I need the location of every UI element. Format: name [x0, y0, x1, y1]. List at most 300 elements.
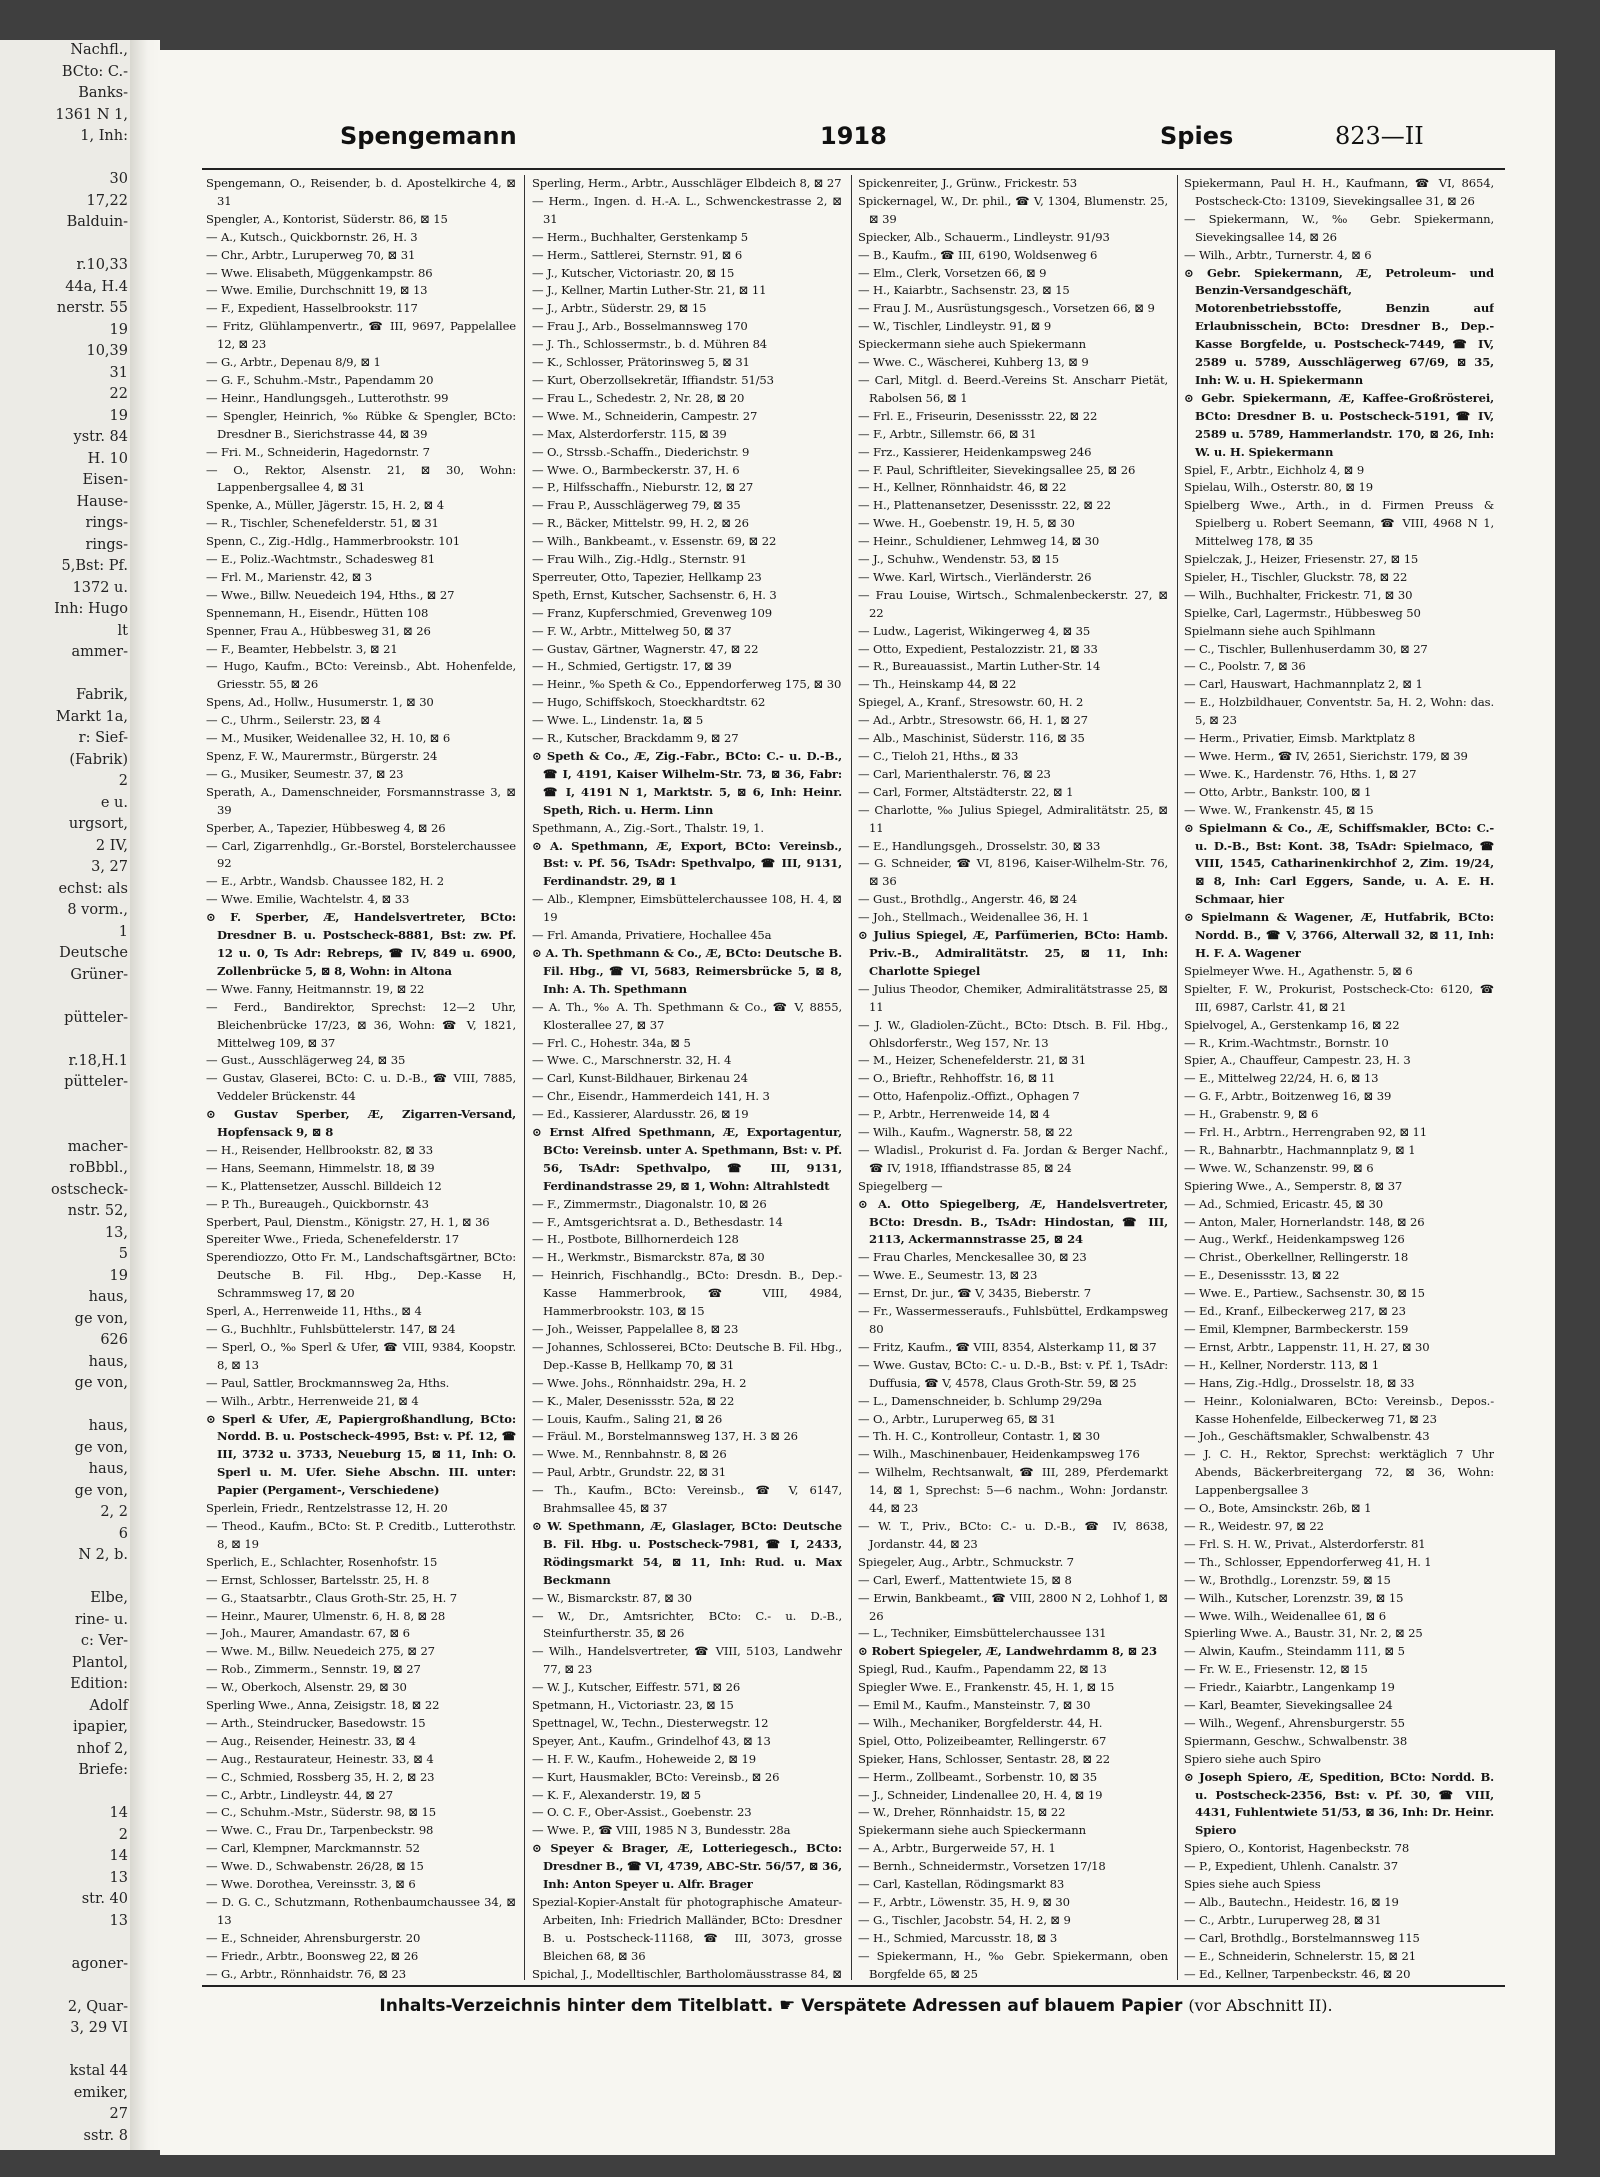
footer-notice [206, 1995, 1506, 2016]
left-page-fragment: r: Sief- [78, 730, 128, 746]
directory-entry: — Wilh., Bankbeamt., v. Essenstr. 69, ⊠ 22 [532, 534, 777, 549]
directory-entry: — Wwe. O., Barmbeckerstr. 37, H. 6 [532, 462, 740, 477]
directory-entry: — O., Arbtr., Luruperweg 65, ⊠ 31 [858, 1411, 1056, 1426]
directory-entry: — R., Bäcker, Mittelstr. 99, H. 2, ⊠ 26 [532, 516, 749, 531]
directory-entry: — Ferd., Bandirektor, Sprechst: 12—2 Uhr, Bleichenbrücke 17/23, ⊠ 36, Wohn: ☎ V, 1821, Mittelweg 109, ⊠ 37 [206, 999, 516, 1050]
directory-entry: — L., Techniker, Eimsbüttelerchaussee 131 [858, 1626, 1107, 1641]
firm-entry: ⊙ A. Th. Spethmann & Co., Æ, BCto: Deutsche B. Fil. Hbg., ☎ VI, 5683, Reimersbrücke 5, ⊠ 8, Inh: A. Th. Spethmann [532, 945, 842, 999]
directory-entry: Spiegel, A., Kranf., Stresowstr. 60, H. 2 [858, 695, 1084, 710]
left-page-fragment: urgsort, [68, 816, 128, 832]
directory-entry: Spengler, A., Kontorist, Süderstr. 86, ⊠ 15 [206, 211, 448, 226]
left-page-fragment: (Fabrik) [69, 751, 128, 768]
directory-entry: — P., Expedient, Uhlenh. Canalstr. 37 [1184, 1859, 1398, 1874]
directory-entry: — J., Schneider, Lindenallee 20, H. 4, ⊠ 19 [858, 1787, 1103, 1802]
left-page-fragment [0, 1932, 130, 1954]
directory-entry: — Wwe. M., Rennbahnstr. 8, ⊠ 26 [532, 1447, 727, 1462]
left-page-fragment: Deutsche [59, 945, 128, 961]
directory-entry: — L., Damenschneider, b. Schlump 29/29a [858, 1393, 1102, 1408]
column-3 [858, 175, 1168, 1980]
left-page-fragment: r.18,H.1 [68, 1052, 128, 1069]
directory-entry: — H., Schmied, Gertigstr. 17, ⊠ 39 [532, 659, 732, 674]
directory-entry: — E., Desenissstr. 13, ⊠ 22 [1184, 1268, 1340, 1283]
directory-entry: — K., Maler, Desenissstr. 52a, ⊠ 22 [532, 1393, 735, 1408]
directory-entry: — Ed., Kassierer, Alardusstr. 26, ⊠ 19 [532, 1107, 749, 1122]
directory-entry: — Wwe. Wilh., Weidenallee 61, ⊠ 6 [1184, 1608, 1386, 1623]
directory-entry: — Th., Kaufm., BCto: Vereinsb., ☎ V, 6147, Brahmsallee 45, ⊠ 37 [532, 1483, 842, 1516]
directory-entry: — Frl. C., Hohestr. 34a, ⊠ 5 [532, 1035, 691, 1050]
directory-entry: Spiegeler, Aug., Arbtr., Schmuckstr. 7 [858, 1554, 1074, 1569]
directory-entry: — E., Schneiderin, Schnelerstr. 15, ⊠ 21 [1184, 1948, 1416, 1963]
directory-entry: Spiero siehe auch Spiro [1184, 1751, 1321, 1766]
left-page-fragment: 2, 2 [100, 1504, 128, 1520]
directory-entry: — Carl, Former, Altstädterstr. 22, ⊠ 1 [858, 784, 1074, 799]
directory-entry: — F. W., Arbtr., Mittelweg 50, ⊠ 37 [532, 623, 732, 638]
directory-entry: Spielmeyer Wwe. H., Agathenstr. 5, ⊠ 6 [1184, 963, 1413, 978]
directory-entry: Spieler, H., Tischler, Gluckstr. 78, ⊠ 22 [1184, 569, 1408, 584]
left-page-fragment: 19 [109, 321, 128, 338]
pointing-hand-icon: ☛ [779, 1995, 796, 2016]
directory-entry: — P., Arbtr., Herrenweide 14, ⊠ 4 [858, 1107, 1050, 1122]
left-page-fragment [0, 1395, 130, 1417]
directory-entry: — C., Arbtr., Lindleystr. 44, ⊠ 27 [206, 1787, 393, 1802]
directory-entry: — K. F., Alexanderstr. 19, ⊠ 5 [532, 1787, 701, 1802]
directory-entry: — Carl, Hauswart, Hachmannplatz 2, ⊠ 1 [1184, 677, 1423, 692]
directory-entry: — Louis, Kaufm., Saling 21, ⊠ 26 [532, 1411, 723, 1426]
left-page-fragment: 3, 29 VI [70, 2020, 128, 2036]
directory-entry: — H., Werkmstr., Bismarckstr. 87a, ⊠ 30 [532, 1250, 765, 1265]
directory-entry: — Wwe. H., Goebenstr. 19, H. 5, ⊠ 30 [858, 516, 1075, 531]
directory-entry: — Chr., Eisendr., Hammerdeich 141, H. 3 [532, 1089, 770, 1104]
directory-entry: — W., Brothdlg., Lorenzstr. 59, ⊠ 15 [1184, 1572, 1391, 1587]
directory-entry: — E., Arbtr., Wandsb. Chaussee 182, H. 2 [206, 874, 444, 889]
directory-entry: — Otto, Arbtr., Bankstr. 100, ⊠ 1 [1184, 784, 1372, 799]
directory-entry: — G., Arbtr., Rönnhaidstr. 76, ⊠ 23 [206, 1966, 406, 1980]
left-page-fragment: 10,39 [86, 343, 128, 359]
directory-entry: — O. C. F., Ober-Assist., Goebenstr. 23 [532, 1805, 752, 1820]
directory-entry: Spiekermann, Paul H. H., Kaufmann, ☎ VI, 8654, Postscheck-Cto: 13109, Sievekingsallee 31, ⊠ 26 [1184, 176, 1494, 208]
directory-entry: — H., Reisender, Hellbrookstr. 82, ⊠ 33 [206, 1142, 433, 1157]
directory-entry: — G., Musiker, Seumestr. 37, ⊠ 23 [206, 766, 404, 781]
left-page-fragment [0, 1029, 130, 1051]
directory-entry: — Aug., Werkf., Heidenkampsweg 126 [1184, 1232, 1405, 1247]
directory-entry: — Frau Wilh., Zig.-Hdlg., Sternstr. 91 [532, 552, 747, 567]
left-page-fragment: haus, [88, 1353, 128, 1370]
left-page-fragment: 626 [100, 1332, 128, 1348]
directory-entry: — Frau Charles, Menckesallee 30, ⊠ 23 [858, 1250, 1087, 1265]
directory-entry: — Arth., Steindrucker, Basedowstr. 15 [206, 1715, 426, 1730]
left-page-fragment: rine- u. [75, 1611, 128, 1628]
directory-entry: — Wilh., Kaufm., Wagnerstr. 58, ⊠ 22 [858, 1125, 1073, 1140]
directory-entry: — Johannes, Schlosserei, BCto: Deutsche B. Fil. Hbg., Dep.-Kasse B, Hellkamp 70, ⊠ 31 [532, 1339, 842, 1372]
directory-entry: Sperber, A., Tapezier, Hübbesweg 4, ⊠ 26 [206, 820, 446, 835]
left-page-fragment: Grüner- [70, 966, 128, 983]
left-page-fragment: 8 vorm., [67, 902, 128, 918]
directory-entry: — J., Kellner, Martin Luther-Str. 21, ⊠ 11 [532, 283, 767, 298]
directory-entry: — R., Bahnarbtr., Hachmannplatz 9, ⊠ 1 [1184, 1142, 1416, 1157]
directory-entry: — G. Schneider, ☎ VI, 8196, Kaiser-Wilhelm-Str. 76, ⊠ 36 [858, 856, 1168, 889]
directory-entry: Spieker, Hans, Schlosser, Sentastr. 28, ⊠ 22 [858, 1751, 1111, 1766]
directory-entry: — Alb., Maschinist, Süderstr. 116, ⊠ 35 [858, 731, 1085, 746]
directory-entry: — W., Dr., Amtsrichter, BCto: C.- u. D.-B., Steinfurtherstr. 35, ⊠ 26 [532, 1608, 842, 1641]
directory-entry: — Ad., Arbtr., Stresowstr. 66, H. 1, ⊠ 27 [858, 713, 1088, 728]
directory-entry: — Joh., Weisser, Pappelallee 8, ⊠ 23 [532, 1322, 739, 1336]
directory-entry: — W. J., Kutscher, Eiffestr. 571, ⊠ 26 [532, 1680, 741, 1695]
directory-entry: — Wilh., Arbtr., Turnerstr. 4, ⊠ 6 [1184, 247, 1372, 262]
directory-entry: — Carl, Zigarrenhdlg., Gr.-Borstel, Borstelerchaussee 92 [206, 838, 516, 871]
left-page-fragment: 13 [109, 1869, 128, 1886]
left-page-fragment: 30 [109, 171, 128, 187]
directory-entry: — K., Schlosser, Prätorinsweg 5, ⊠ 31 [532, 355, 750, 370]
directory-entry: — H., Schmied, Marcusstr. 18, ⊠ 3 [858, 1930, 1058, 1945]
directory-entry: — R., Kutscher, Brackdamm 9, ⊠ 27 [532, 731, 739, 746]
directory-entry: — Spiekermann, H., ‰ Gebr. Spiekermann, oben Borgfelde 65, ⊠ 25 [858, 1948, 1168, 1980]
left-page-fragment: rings- [85, 536, 128, 553]
directory-entry: — Wwe. Gustav, BCto: C.- u. D.-B., Bst: v. Pf. 1, TsAdr: Duffusia, ☎ V, 4578, Claus Groth-Str. 59, ⊠ 25 [858, 1357, 1168, 1390]
directory-entry: — R., Tischler, Schenefelderstr. 51, ⊠ 31 [206, 516, 439, 531]
left-page-fragment: 1 [118, 923, 128, 940]
directory-entry: — Ad., Schmied, Ericastr. 45, ⊠ 30 [1184, 1196, 1383, 1211]
directory-entry: — Herm., Privatier, Eimsb. Marktplatz 8 [1184, 731, 1416, 746]
directory-entry: — J. C. H., Rektor, Sprechst: werktäglich 7 Uhr Abends, Bäckerbreitergang 72, ⊠ 36, Wohn: Lappenbergsallee 3 [1184, 1447, 1494, 1498]
directory-entry: — C., Schmied, Rossberg 35, H. 2, ⊠ 23 [206, 1769, 435, 1784]
left-page-fragment: ge von, [74, 1375, 128, 1391]
directory-entry: — C., Schuhm.-Mstr., Süderstr. 98, ⊠ 15 [206, 1805, 436, 1820]
column-1 [206, 175, 516, 1980]
directory-entry: Spenke, A., Müller, Jägerstr. 15, H. 2, ⊠ 4 [206, 498, 444, 513]
directory-entry: — Wwe. C., Frau Dr., Tarpenbeckstr. 98 [206, 1823, 434, 1838]
directory-entry: — F., Expedient, Hasselbrookstr. 117 [206, 301, 418, 316]
left-page-fragment: 22 [109, 386, 128, 402]
left-page-fragment: haus, [88, 1289, 128, 1305]
directory-entry: Spielvogel, A., Gerstenkamp 16, ⊠ 22 [1184, 1017, 1400, 1032]
directory-entry: — Wwe. D., Schwabenstr. 26/28, ⊠ 15 [206, 1859, 424, 1874]
directory-entry: — H., Kellner, Rönnhaidstr. 46, ⊠ 22 [858, 480, 1067, 495]
directory-entry: — W., Oberkoch, Alsenstr. 29, ⊠ 30 [206, 1680, 407, 1695]
directory-entry: — W., Bismarckstr. 87, ⊠ 30 [532, 1590, 692, 1605]
left-page-fragment: 6 [118, 1525, 128, 1542]
directory-entry: — Wilh., Buchhalter, Frickestr. 71, ⊠ 30 [1184, 587, 1413, 602]
left-page-fragment [0, 664, 130, 686]
left-page-fragment: 13, [104, 1224, 128, 1241]
page-gutter [130, 40, 160, 2150]
directory-entry: — J., Schuhw., Wendenstr. 53, ⊠ 15 [858, 552, 1059, 567]
left-page-fragment: 44a, H.4 [65, 278, 128, 295]
directory-entry: — Hans, Seemann, Himmelstr. 18, ⊠ 39 [206, 1160, 435, 1175]
directory-entry: — H., Grabenstr. 9, ⊠ 6 [1184, 1107, 1319, 1122]
directory-entry: — Friedr., Kaiarbtr., Langenkamp 19 [1184, 1680, 1395, 1695]
directory-entry: — Kurt, Hausmakler, BCto: Vereinsb., ⊠ 26 [532, 1769, 780, 1784]
directory-entry: — Alb., Klempner, Eimsbüttelerchaussee 108, H. 4, ⊠ 19 [532, 892, 842, 925]
directory-entry: — Fr. W. E., Friesenstr. 12, ⊠ 15 [1184, 1662, 1368, 1677]
left-page-fragment: pütteler- [64, 1009, 128, 1026]
directory-entry: — F., Beamter, Hebbelstr. 3, ⊠ 21 [206, 641, 398, 656]
directory-entry: Spettnagel, W., Techn., Diesterwegstr. 12 [532, 1715, 769, 1730]
directory-entry: — Wwe. Karl, Wirtsch., Vierländerstr. 26 [858, 569, 1092, 584]
directory-entry: — Th. H. C., Kontrolleur, Contastr. 1, ⊠ 30 [858, 1429, 1100, 1444]
directory-entry: Sperlich, E., Schlachter, Rosenhofstr. 15 [206, 1554, 438, 1569]
directory-entry: — Wilh., Kutscher, Lorenzstr. 39, ⊠ 15 [1184, 1590, 1404, 1605]
directory-entry: — Wwe. C., Marschnerstr. 32, H. 4 [532, 1053, 732, 1068]
directory-entry: — Kurt, Oberzollsekretär, Iffiandstr. 51/53 [532, 372, 774, 387]
directory-entry: — Wilh., Mechaniker, Borgfelderstr. 44, H. [858, 1715, 1103, 1730]
header-rule [202, 168, 1505, 170]
directory-entry: — Herm., Zollbeamt., Sorbenstr. 10, ⊠ 35 [858, 1769, 1097, 1784]
directory-entry: — Elm., Clerk, Vorsetzen 66, ⊠ 9 [858, 265, 1047, 280]
left-page-fragment: haus, [88, 1418, 128, 1434]
directory-entry: — Wwe. M., Billw. Neuedeich 275, ⊠ 27 [206, 1644, 435, 1659]
directory-entry: Spickenreiter, J., Grünw., Frickestr. 53 [858, 176, 1078, 190]
directory-entry: — E., Handlungsgeh., Drosselstr. 30, ⊠ 33 [858, 838, 1101, 853]
directory-entry: — Frl. S. H. W., Privat., Alsterdorferstr. 81 [1184, 1536, 1426, 1551]
column-divider [1177, 175, 1178, 1980]
left-page-fragment: ge von, [74, 1310, 128, 1327]
directory-entry: — Wwe. W., Schanzenstr. 99, ⊠ 6 [1184, 1160, 1374, 1175]
left-page-fragment [0, 2147, 130, 2150]
directory-entry: — O., Bote, Amsinckstr. 26b, ⊠ 1 [1184, 1501, 1372, 1516]
directory-entry: — Carl, Mitgl. d. Beerd.-Vereins St. Anscharr Pietät, Rabolsen 56, ⊠ 1 [858, 372, 1168, 405]
directory-entry: Spielberg Wwe., Arth., in d. Firmen Preuss & Spielberg u. Robert Seemann, ☎ VIII, 4968 N 1, Mittelweg 178, ⊠ 35 [1184, 498, 1494, 549]
directory-entry: — Joh., Stellmach., Weidenallee 36, H. 1 [858, 910, 1090, 925]
directory-entry: — Joh., Maurer, Amandastr. 67, ⊠ 6 [206, 1626, 410, 1641]
firm-entry: ⊙ Joseph Spiero, Æ, Spedition, BCto: Nordd. B. u. Postscheck-2356, Bst: v. Pf. 30, ☎ VIII, 4431, Fuhlentwiete 51/53, ⊠ 36, Inh: Dr. Heinr. Spiero [1184, 1769, 1494, 1841]
firm-entry: ⊙ Gustav Sperber, Æ, Zigarren-Versand, Hopfensack 9, ⊠ 8 [206, 1106, 516, 1142]
directory-entry: Spiekermann siehe auch Spieckermann [858, 1823, 1086, 1838]
directory-entry: — Fr., Wassermesseraufs., Fuhlsbüttel, Erdkampsweg 80 [858, 1304, 1168, 1336]
directory-entry: Spereiter Wwe., Frieda, Schenefelderstr. 17 [206, 1232, 460, 1247]
directory-entry: Spichal, J., Modelltischler, Bartholomäusstrasse 84, ⊠ [532, 1966, 842, 1980]
directory-entry: — Rob., Zimmerm., Sennstr. 19, ⊠ 27 [206, 1662, 421, 1677]
directory-entry: — E., Poliz.-Wachtmstr., Schadesweg 81 [206, 552, 435, 567]
directory-entry: — Emil, Klempner, Barmbeckerstr. 159 [1184, 1322, 1409, 1336]
directory-entry: — Otto, Expedient, Pestalozzistr. 21, ⊠ 33 [858, 641, 1098, 656]
left-page-fragment: sstr. 8 [83, 2127, 128, 2144]
directory-entry: — Wwe. K., Hardenstr. 76, Hths. 1, ⊠ 27 [1184, 766, 1417, 781]
directory-entry: Sperath, A., Damenschneider, Forsmannstrasse 3, ⊠ 39 [206, 784, 516, 817]
directory-entry: Spiermann, Geschw., Schwalbenstr. 38 [1184, 1733, 1408, 1748]
directory-entry: — Wwe. M., Schneiderin, Campestr. 27 [532, 408, 758, 423]
left-page-fragment: rings- [85, 515, 128, 531]
column-container [206, 175, 1494, 1980]
left-page-fragment: 19 [109, 1267, 128, 1284]
directory-entry: Spielau, Wilh., Osterstr. 80, ⊠ 19 [1184, 480, 1373, 495]
header-first-entry: Spengemann [340, 122, 517, 150]
directory-entry: — J. Th., Schlossermstr., b. d. Mühren 84 [532, 337, 768, 352]
left-page-fragment: 2 IV, [95, 837, 128, 854]
directory-entry: — H., Kellner, Norderstr. 113, ⊠ 1 [1184, 1357, 1379, 1372]
left-page-fragment: macher- [67, 1138, 128, 1155]
directory-entry: — Alwin, Kaufm., Steindamm 111, ⊠ 5 [1184, 1644, 1405, 1659]
firm-entry: ⊙ A. Otto Spiegelberg, Æ, Handelsvertreter, BCto: Dresdn. B., TsAdr: Hindostan, ☎ III, 2113, Ackermannstrasse 25, ⊠ 24 [858, 1196, 1168, 1250]
directory-entry: — K., Plattensetzer, Ausschl. Billdeich 12 [206, 1178, 442, 1193]
firm-entry: ⊙ Sperl & Ufer, Æ, Papiergroßhandlung, BCto: Nordd. B. u. Postscheck-4995, Bst: v. Pf. 12, ☎ III, 3732 u. 3733, Neueburg 15, ⊠ 11, Inh: O. Sperl u. M. Ufer. Siehe Abschn. III. unter: Papier (Pergament-, Verschiedene) [206, 1411, 516, 1501]
column-2 [532, 175, 842, 1980]
directory-entry: — P., Hilfsschaffn., Nieburstr. 12, ⊠ 27 [532, 480, 754, 495]
header-last-entry: Spies [1160, 122, 1234, 150]
directory-entry: — Wladisl., Prokurist d. Fa. Jordan & Berger Nachf., ☎ IV, 1918, Iffiandstrasse 85, ⊠ 24 [858, 1142, 1168, 1175]
left-page-fragment: 1, Inh: [80, 128, 128, 144]
directory-entry: — F., Amtsgerichtsrat a. D., Bethesdastr. 14 [532, 1214, 783, 1229]
directory-entry: — R., Bureauassist., Martin Luther-Str. 14 [858, 659, 1101, 674]
left-page-fragment: 2 [118, 773, 128, 789]
directory-entry: Spies siehe auch Spiess [1184, 1877, 1321, 1892]
firm-entry: ⊙ Ernst Alfred Spethmann, Æ, Exportagentur, BCto: Vereinsb. unter A. Spethmann, Bst: v. Pf. 56, TsAdr: Spethvalpo, ☎ III, 9131, Ferdinandstrasse 29, ⊠ 1, Wohn: Altrahlstedt [532, 1124, 842, 1196]
directory-entry: — Wwe. Herm., ☎ IV, 2651, Sierichstr. 179, ⊠ 39 [1184, 749, 1468, 763]
left-page-fragment: Inh: Hugo [54, 601, 128, 617]
left-page-fragment: Adolf [89, 1697, 128, 1714]
directory-entry: — Wwe. E., Partiew., Sachsenstr. 30, ⊠ 15 [1184, 1286, 1425, 1301]
directory-entry: Spenz, F. W., Maurermstr., Bürgerstr. 24 [206, 749, 438, 763]
left-page-fragment [0, 1975, 130, 1997]
directory-entry: Sperreuter, Otto, Tapezier, Hellkamp 23 [532, 569, 762, 584]
directory-entry: Sperlein, Friedr., Rentzelstrasse 12, H. 20 [206, 1501, 448, 1516]
firm-entry: ⊙ Speth & Co., Æ, Zig.-Fabr., BCto: C.- u. D.-B., ☎ I, 4191, Kaiser Wilhelm-Str. 73, ⊠ 36, Fabr: ☎ I, 4191 N 1, Marktstr. 5, ⊠ 6, Inh: Heinr. Speth, Rich. u. Herm. Linn [532, 748, 842, 820]
directory-entry: — Otto, Hafenpoliz.-Offizt., Ophagen 7 [858, 1089, 1080, 1104]
directory-entry: — C., Tischler, Bullenhuserdamm 30, ⊠ 27 [1184, 641, 1428, 656]
directory-entry: Sperl, A., Herrenweide 11, Hths., ⊠ 4 [206, 1304, 422, 1319]
directory-entry: — Carl, Brothdlg., Borstelmannsweg 115 [1184, 1930, 1420, 1945]
directory-entry: — H. F. W., Kaufm., Hoheweide 2, ⊠ 19 [532, 1751, 756, 1766]
left-page-fragment: agoner- [71, 1955, 128, 1972]
directory-entry: — Frau P., Ausschlägerweg 79, ⊠ 35 [532, 498, 741, 513]
left-page-fragment: kstal 44 [69, 2063, 128, 2079]
directory-page [160, 50, 1555, 2155]
directory-entry: — Julius Theodor, Chemiker, Admiralitätstrasse 25, ⊠ 11 [858, 981, 1168, 1014]
directory-entry: — Hugo, Kaufm., BCto: Vereinsb., Abt. Hohenfelde, Griesstr. 55, ⊠ 26 [206, 659, 516, 692]
directory-entry: — Wwe. Dorothea, Vereinsstr. 3, ⊠ 6 [206, 1877, 416, 1892]
directory-entry: — Frl. Amanda, Privatiere, Hochallee 45a [532, 928, 772, 943]
directory-entry: — Ed., Kranf., Eilbeckerweg 217, ⊠ 23 [1184, 1304, 1406, 1319]
directory-entry: Spennemann, H., Eisendr., Hütten 108 [206, 605, 429, 620]
directory-entry: — E., Schneider, Ahrensburgerstr. 20 [206, 1930, 421, 1945]
left-page-fragment: 14 [109, 1805, 128, 1821]
directory-entry: — Hans, Zig.-Hdlg., Drosselstr. 18, ⊠ 33 [1184, 1375, 1415, 1390]
left-page-fragment: Hause- [76, 493, 128, 510]
header-year: 1918 [820, 122, 887, 150]
directory-entry: — H., Postbote, Billhornerdeich 128 [532, 1232, 739, 1247]
directory-entry: — Wwe. C., Wäscherei, Kuhberg 13, ⊠ 9 [858, 355, 1089, 370]
directory-entry: — Anton, Maler, Hornerlandstr. 148, ⊠ 26 [1184, 1214, 1425, 1229]
firm-entry: ⊙ Speyer & Brager, Æ, Lotteriegesch., BCto: Dresdner B., ☎ VI, 4739, ABC-Str. 56/57, ⊠ 36, Inh: Anton Speyer u. Alfr. Brager [532, 1840, 842, 1894]
directory-entry: — Wwe. L., Lindenstr. 1a, ⊠ 5 [532, 713, 704, 728]
directory-entry: — F. Paul, Schriftleiter, Sievekingsallee 25, ⊠ 26 [858, 462, 1136, 477]
left-page-fragment: Banks- [78, 85, 128, 101]
directory-entry: — Frau J., Arb., Bosselmannsweg 170 [532, 319, 748, 334]
directory-entry: — Fritz, Glühlampenvertr., ☎ III, 9697, Pappelallee 12, ⊠ 23 [206, 319, 516, 352]
directory-entry: Sperling Wwe., Anna, Zeisigstr. 18, ⊠ 22 [206, 1698, 440, 1713]
left-page-fragment: Fabrik, [76, 687, 128, 703]
left-page-fragment: 27 [109, 2106, 128, 2122]
left-page-fragment: 1372 u. [72, 579, 128, 596]
left-page-fragment: 5 [118, 1246, 128, 1262]
firm-entry: ⊙ Julius Spiegel, Æ, Parfümerien, BCto: Hamb. Priv.-B., Admiralitätstr. 25, ⊠ 11, Inh: Charlotte Spiegel [858, 927, 1168, 981]
left-page-fragment: 3, 27 [91, 859, 128, 875]
left-page-fragment: Nachfl., [70, 42, 128, 58]
directory-entry: Spetmann, H., Victoriastr. 23, ⊠ 15 [532, 1698, 734, 1713]
left-page-fragment: c: Ver- [80, 1633, 128, 1649]
firm-entry: ⊙ Spielmann & Wagener, Æ, Hutfabrik, BCto: Nordd. B., ☎ V, 3766, Alterwall 32, ⊠ 11, Inh: H. F. A. Wagener [1184, 909, 1494, 963]
left-page-fragment: 1361 N 1, [55, 106, 128, 123]
left-page-fragment: r.10,33 [76, 257, 128, 273]
directory-entry: Spiecker, Alb., Schauerm., Lindleystr. 91/93 [858, 229, 1110, 244]
directory-entry: — D. G. C., Schutzmann, Rothenbaumchaussee 34, ⊠ 13 [206, 1895, 516, 1927]
firm-entry: ⊙ Robert Spiegeler, Æ, Landwehrdamm 8, ⊠ 23 [858, 1643, 1168, 1661]
directory-entry: — Gust., Ausschlägerweg 24, ⊠ 35 [206, 1053, 406, 1068]
directory-entry: Speth, Ernst, Kutscher, Sachsenstr. 6, H. 3 [532, 587, 777, 602]
directory-entry: — Paul, Sattler, Brockmannsweg 2a, Hths. [206, 1375, 450, 1390]
directory-entry: — Frz., Kassierer, Heidenkampsweg 246 [858, 444, 1092, 459]
directory-entry: — Max, Alsterdorferstr. 115, ⊠ 39 [532, 426, 727, 441]
left-page-fragment: ipapier, [72, 1719, 128, 1735]
directory-entry: — Fritz, Kaufm., ☎ VIII, 8354, Alsterkamp 11, ⊠ 37 [858, 1339, 1157, 1354]
directory-entry: — J. W., Gladiolen-Zücht., BCto: Dtsch. B. Fil. Hbg., Ohlsdorferstr., Weg 157, Nr. 13 [858, 1017, 1168, 1050]
column-divider [524, 175, 525, 1980]
directory-entry: — H., Plattenansetzer, Desenissstr. 22, ⊠ 22 [858, 498, 1111, 513]
directory-entry: — Wwe. Fanny, Heitmannstr. 19, ⊠ 22 [206, 981, 425, 996]
left-page-fragment: e u. [100, 794, 128, 811]
left-page-fragment [0, 1115, 130, 1137]
directory-entry: Spielmann siehe auch Spihlmann [1184, 623, 1376, 638]
directory-entry: — Erwin, Bankbeamt., ☎ VIII, 2800 N 2, Lohhof 1, ⊠ 26 [858, 1590, 1168, 1623]
left-page-fragment: ge von, [74, 1439, 128, 1456]
left-page-fragment: 17,22 [86, 192, 128, 209]
directory-entry: Spielczak, J., Heizer, Friesenstr. 27, ⊠ 15 [1184, 552, 1419, 567]
firm-entry: ⊙ F. Sperber, Æ, Handelsvertreter, BCto: Dresdner B. u. Postscheck-8881, Bst: zw. Pf. 12 u. 0, Ts Adr: Rebreps, ☎ IV, 849 u. 6900, Zollenbrücke 5, ⊠ 8, Wohn: in Altona [206, 909, 516, 981]
directory-entry: — O., Strssb.-Schaffn., Diederichstr. 9 [532, 444, 750, 459]
left-page-fragment: nstr. 52, [67, 1203, 128, 1219]
directory-entry: — O., Brieftr., Rehhoffstr. 16, ⊠ 11 [858, 1071, 1056, 1086]
directory-entry: — F., Arbtr., Sillemstr. 66, ⊠ 31 [858, 426, 1037, 441]
directory-entry: — C., Poolstr. 7, ⊠ 36 [1184, 659, 1306, 674]
left-page-fragment: emiker, [73, 2084, 128, 2101]
left-page-fragment: haus, [88, 1461, 128, 1477]
directory-entry: — Bernh., Schneidermstr., Vorsetzen 17/18 [858, 1859, 1106, 1874]
directory-entry: — Carl, Marienthalerstr. 76, ⊠ 23 [858, 766, 1051, 781]
directory-entry: — Wilhelm, Rechtsanwalt, ☎ III, 289, Pferdemarkt 14, ⊠ 1, Sprechst: 5—6 nachm., Wohn: Jordanstr. 44, ⊠ 23 [858, 1465, 1168, 1516]
directory-entry: — J., Arbtr., Süderstr. 29, ⊠ 15 [532, 301, 707, 316]
directory-entry: — Wilh., Handelsvertreter, ☎ VIII, 5103, Landwehr 77, ⊠ 23 [532, 1644, 842, 1677]
directory-entry: — Frl. E., Friseurin, Desenissstr. 22, ⊠ 22 [858, 408, 1098, 423]
directory-entry: — Wilh., Wegenf., Ahrensburgerstr. 55 [1184, 1715, 1405, 1730]
directory-entry: — G., Tischler, Jacobstr. 54, H. 2, ⊠ 9 [858, 1912, 1071, 1927]
directory-entry: — Th., Schlosser, Eppendorferweg 41, H. 1 [1184, 1554, 1432, 1569]
left-page-fragment: Plantol, [71, 1654, 128, 1671]
directory-entry: — Frau Louise, Wirtsch., Schmalenbeckerstr. 27, ⊠ 22 [858, 587, 1168, 620]
left-page-fragment: lt [117, 622, 128, 639]
directory-entry: — G., Staatsarbtr., Claus Groth-Str. 25, H. 7 [206, 1590, 457, 1605]
directory-entry: — Franz, Kupferschmied, Grevenweg 109 [532, 605, 772, 620]
directory-entry: — Carl, Kunst-Bildhauer, Birkenau 24 [532, 1071, 748, 1086]
left-page-fragment: nhof 2, [76, 1740, 128, 1757]
directory-entry: — H., Kaiarbtr., Sachsenstr. 23, ⊠ 15 [858, 283, 1070, 298]
directory-entry: — F., Zimmermstr., Diagonalstr. 10, ⊠ 26 [532, 1196, 767, 1211]
left-page-fragment: Elbe, [90, 1590, 128, 1606]
firm-entry: ⊙ W. Spethmann, Æ, Glaslager, BCto: Deutsche B. Fil. Hbg. u. Postscheck-7981, ☎ I, 2433, Rödingsmarkt 54, ⊠ 11, Inh: Rud. u. Max Beckmann [532, 1518, 842, 1590]
directory-entry: — Karl, Beamter, Sievekingsallee 24 [1184, 1698, 1393, 1713]
directory-entry: — R., Weidestr. 97, ⊠ 22 [1184, 1518, 1324, 1533]
directory-entry: — C., Arbtr., Luruperweg 28, ⊠ 31 [1184, 1912, 1382, 1927]
directory-entry: — Wwe. Emilie, Wachtelstr. 4, ⊠ 33 [206, 892, 410, 907]
directory-entry: — Wwe., Billw. Neuedeich 194, Hths., ⊠ 27 [206, 587, 455, 602]
directory-entry: — Th., Heinskamp 44, ⊠ 22 [858, 677, 1017, 692]
directory-entry: — Charlotte, ‰ Julius Spiegel, Admiralitätstr. 25, ⊠ 11 [858, 802, 1168, 835]
left-page-fragment: echst: als [58, 880, 128, 897]
firm-entry: ⊙ Spielmann & Co., Æ, Schiffsmakler, BCto: C.- u. D.-B., Bst: Kont. 38, TsAdr: Spielmaco, ☎ VIII, 1545, Catharinenkirchhof 2, Zim. 19/24, ⊠ 8, Inh: Carl Eggers, Sande, u. A. E. H. Schmaar, hier [1184, 820, 1494, 910]
directory-entry: Spenn, C., Zig.-Hdlg., Hammerbrookstr. 101 [206, 534, 460, 549]
directory-entry: — Frl. M., Marienstr. 42, ⊠ 3 [206, 569, 373, 584]
directory-entry: — G., Buchhltr., Fuhlsbüttelerstr. 147, ⊠ 24 [206, 1322, 456, 1336]
directory-entry: Sperling, Herm., Arbtr., Ausschläger Elbdeich 8, ⊠ 27 [532, 176, 842, 190]
left-page-fragment: 5,Bst: Pf. [61, 558, 128, 574]
